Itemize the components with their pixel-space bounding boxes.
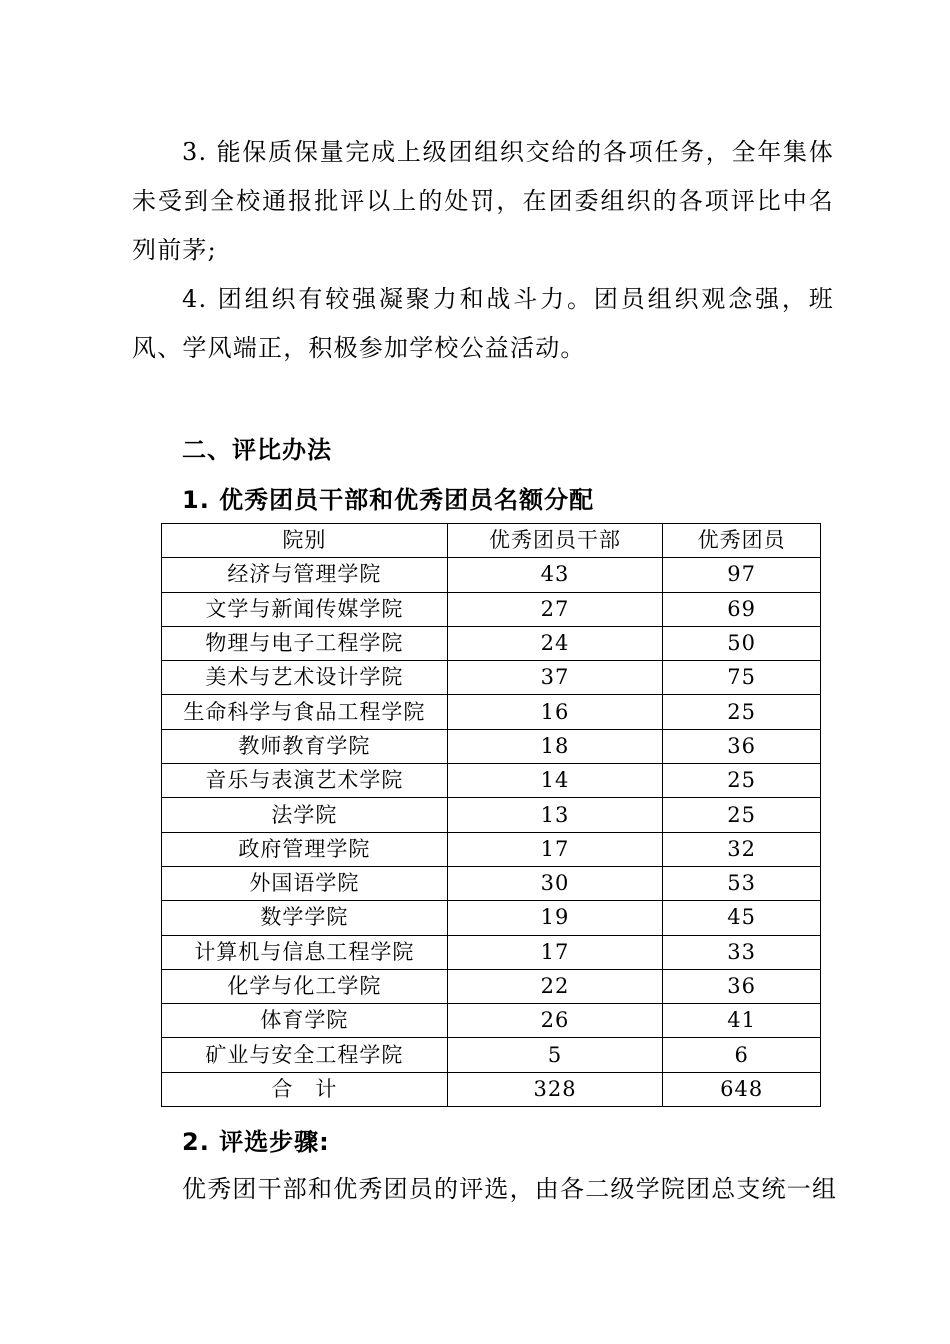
cell-member: 75 [663, 661, 821, 695]
cell-member: 25 [663, 764, 821, 798]
cell-college: 美术与艺术设计学院 [162, 661, 448, 695]
table-row [162, 558, 821, 592]
cell-cadre: 17 [447, 935, 663, 969]
criteria-item-4: 4. 团组织有较强凝聚力和战斗力。团员组织观念强，班风、学风端正，积极参加学校公益活动。 [132, 285, 834, 362]
total-member: 648 [663, 1072, 821, 1106]
cell-member: 36 [663, 729, 821, 763]
cell-cadre: 5 [447, 1038, 663, 1072]
cell-cadre: 19 [447, 901, 663, 935]
cell-cadre: 24 [447, 626, 663, 660]
table-body [162, 558, 821, 1072]
cell-member: 36 [663, 969, 821, 1003]
cell-member: 97 [663, 558, 821, 592]
table-row [162, 729, 821, 763]
table-row [162, 626, 821, 660]
total-cadre: 328 [447, 1072, 663, 1106]
subsection-2-title: 2. 评选步骤: [182, 1128, 330, 1156]
header-outstanding-member: 优秀团员 [663, 524, 821, 558]
table-row [162, 764, 821, 798]
cell-member: 32 [663, 832, 821, 866]
cell-college: 物理与电子工程学院 [162, 626, 448, 660]
quota-table [161, 523, 821, 1107]
total-label: 合 计 [162, 1072, 448, 1106]
steps-paragraph: 优秀团干部和优秀团员的评选，由各二级学院团总支统一组 [182, 1175, 838, 1203]
cell-cadre: 22 [447, 969, 663, 1003]
cell-cadre: 26 [447, 1004, 663, 1038]
cell-cadre: 43 [447, 558, 663, 592]
table-total-row [162, 1072, 821, 1106]
cell-member: 69 [663, 592, 821, 626]
cell-member: 45 [663, 901, 821, 935]
cell-cadre: 30 [447, 866, 663, 900]
table-row [162, 592, 821, 626]
table-header-row [162, 524, 821, 558]
subsection-1-title: 1. 优秀团员干部和优秀团员名额分配 [182, 486, 595, 514]
table-row [162, 1004, 821, 1038]
table-row [162, 798, 821, 832]
table-row [162, 832, 821, 866]
cell-member: 25 [663, 798, 821, 832]
table-row [162, 695, 821, 729]
cell-college: 计算机与信息工程学院 [162, 935, 448, 969]
header-college: 院别 [162, 524, 448, 558]
cell-member: 41 [663, 1004, 821, 1038]
table-row [162, 901, 821, 935]
cell-college: 数学学院 [162, 901, 448, 935]
cell-college: 教师教育学院 [162, 729, 448, 763]
table-row [162, 661, 821, 695]
cell-college: 矿业与安全工程学院 [162, 1038, 448, 1072]
cell-college: 生命科学与食品工程学院 [162, 695, 448, 729]
cell-member: 25 [663, 695, 821, 729]
section-title: 二、评比办法 [182, 436, 332, 464]
cell-cadre: 18 [447, 729, 663, 763]
cell-cadre: 14 [447, 764, 663, 798]
table-row [162, 969, 821, 1003]
cell-college: 外国语学院 [162, 866, 448, 900]
table-row [162, 935, 821, 969]
table-row [162, 1038, 821, 1072]
cell-member: 50 [663, 626, 821, 660]
cell-college: 经济与管理学院 [162, 558, 448, 592]
table-row [162, 866, 821, 900]
cell-college: 政府管理学院 [162, 832, 448, 866]
cell-cadre: 13 [447, 798, 663, 832]
cell-cadre: 27 [447, 592, 663, 626]
cell-member: 33 [663, 935, 821, 969]
header-outstanding-cadre: 优秀团员干部 [447, 524, 663, 558]
cell-college: 文学与新闻传媒学院 [162, 592, 448, 626]
cell-college: 音乐与表演艺术学院 [162, 764, 448, 798]
cell-cadre: 17 [447, 832, 663, 866]
cell-cadre: 37 [447, 661, 663, 695]
cell-member: 53 [663, 866, 821, 900]
cell-college: 化学与化工学院 [162, 969, 448, 1003]
cell-college: 体育学院 [162, 1004, 448, 1038]
cell-member: 6 [663, 1038, 821, 1072]
cell-cadre: 16 [447, 695, 663, 729]
cell-college: 法学院 [162, 798, 448, 832]
criteria-item-3: 3. 能保质保量完成上级团组织交给的各项任务，全年集体未受到全校通报批评以上的处罚，在团委组织的各项评比中名列前茅; [132, 138, 834, 264]
